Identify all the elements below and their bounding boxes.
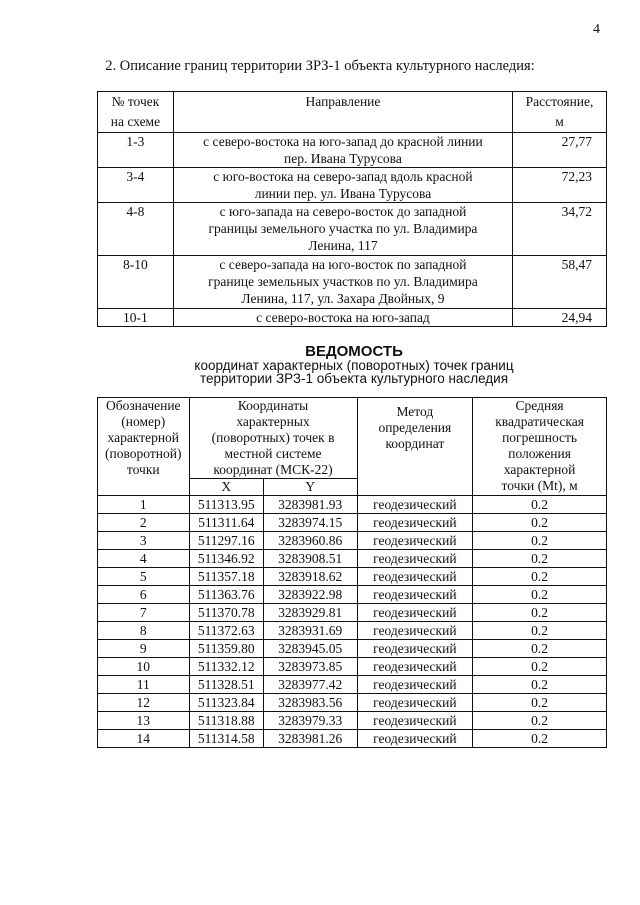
direction-cell — [173, 133, 512, 168]
statement-title: ВЕДОМОСТЬ — [305, 343, 403, 360]
table-row — [98, 496, 607, 514]
statement-subtitle-line1: координат характерных (поворотных) точек границ — [194, 358, 514, 373]
mt-value: 0.2 — [473, 730, 607, 748]
direction-line: с северо-востока на юго-запад до красной линии — [203, 134, 483, 149]
y-value: 3283977.42 — [263, 676, 357, 694]
table-row — [98, 256, 607, 309]
direction-cell — [173, 256, 512, 309]
distance-value: 27,77 — [561, 134, 592, 149]
method-value: геодезический — [357, 496, 473, 514]
page-number: 4 — [593, 22, 600, 37]
direction-line: Ленина, 117 — [308, 238, 378, 253]
table-row — [98, 550, 607, 568]
section-heading: 2. Описание границ территории ЗРЗ-1 объекта культурного наследия: — [105, 58, 535, 74]
x-value: 511297.16 — [189, 532, 263, 550]
y-value: 3283945.05 — [263, 640, 357, 658]
method-value: геодезический — [357, 532, 473, 550]
y-value: 3283973.85 — [263, 658, 357, 676]
y-value: 3283983.56 — [263, 694, 357, 712]
points-cell: 4-8 — [98, 203, 174, 256]
header-distance-line2: м — [555, 114, 564, 129]
mt-value: 0.2 — [473, 658, 607, 676]
method-value: геодезический — [357, 514, 473, 532]
point-number: 11 — [98, 676, 190, 694]
header-method-line: определения — [378, 420, 452, 435]
mt-value: 0.2 — [473, 694, 607, 712]
x-value: 511372.63 — [189, 622, 263, 640]
statement-subtitle-line2: территории ЗРЗ-1 объекта культурного наследия — [199, 371, 509, 386]
points-cell: 10-1 — [98, 309, 174, 327]
header-coordinates-line: местной системе — [224, 446, 322, 461]
method-value: геодезический — [357, 730, 473, 748]
distance-value: 72,23 — [561, 169, 592, 184]
point-number: 10 — [98, 658, 190, 676]
header-coordinates-line: (поворотных) точек в — [211, 430, 335, 445]
method-value: геодезический — [357, 622, 473, 640]
header-error — [473, 398, 607, 496]
y-value: 3283908.51 — [263, 550, 357, 568]
header-coordinates — [189, 398, 357, 479]
distance-cell — [513, 256, 607, 309]
point-number: 1 — [98, 496, 190, 514]
table-row — [98, 203, 607, 256]
method-value: геодезический — [357, 550, 473, 568]
table-row — [98, 640, 607, 658]
direction-line: границы земельного участка по ул. Владимира — [208, 221, 478, 236]
table-row — [98, 133, 607, 168]
header-designation-line: (номер) — [121, 414, 166, 429]
x-value: 511357.18 — [189, 568, 263, 586]
method-value: геодезический — [357, 658, 473, 676]
table-row — [98, 712, 607, 730]
mt-value: 0.2 — [473, 586, 607, 604]
y-value: 3283979.33 — [263, 712, 357, 730]
y-value: 3283929.81 — [263, 604, 357, 622]
x-value: 511311.64 — [189, 514, 263, 532]
mt-value: 0.2 — [473, 568, 607, 586]
direction-line: пер. Ивана Турусова — [284, 151, 402, 166]
coordinates-table — [97, 397, 607, 748]
point-number: 2 — [98, 514, 190, 532]
distance-cell — [513, 133, 607, 168]
mt-value: 0.2 — [473, 514, 607, 532]
direction-cell — [173, 203, 512, 256]
distance-value: 24,94 — [561, 310, 592, 325]
point-number: 5 — [98, 568, 190, 586]
header-points-line2: на схеме — [110, 114, 161, 129]
table-row — [98, 658, 607, 676]
header-error-line: квадратическая — [495, 414, 584, 429]
table-row — [98, 694, 607, 712]
header-designation-line: характерной — [107, 430, 180, 445]
header-coordinates-line: Координаты — [237, 398, 309, 413]
mt-value: 0.2 — [473, 496, 607, 514]
statement-subtitle — [0, 359, 640, 385]
point-number: 9 — [98, 640, 190, 658]
direction-line: линии пер. ул. Ивана Турусова — [254, 186, 432, 201]
header-distance — [513, 92, 607, 133]
point-number: 6 — [98, 586, 190, 604]
boundaries-table — [97, 91, 607, 327]
table-row — [98, 604, 607, 622]
table-row — [98, 568, 607, 586]
points-cell: 8-10 — [98, 256, 174, 309]
header-error-line: точки (Mt), м — [501, 478, 578, 493]
direction-line: с северо-востока на юго-запад — [256, 310, 430, 325]
x-value: 511359.80 — [189, 640, 263, 658]
table-row — [98, 586, 607, 604]
point-number: 7 — [98, 604, 190, 622]
header-method-line: Метод — [396, 404, 434, 419]
point-number: 13 — [98, 712, 190, 730]
distance-cell — [513, 203, 607, 256]
direction-cell — [173, 309, 512, 327]
header-coordinates-line: характерных — [236, 414, 310, 429]
direction-cell — [173, 168, 512, 203]
header-x: X — [189, 479, 263, 496]
table-row — [98, 168, 607, 203]
header-designation-line: (поворотной) — [105, 446, 182, 461]
point-number: 14 — [98, 730, 190, 748]
x-value: 511313.95 — [189, 496, 263, 514]
point-number: 3 — [98, 532, 190, 550]
x-value: 511332.12 — [189, 658, 263, 676]
header-designation — [98, 398, 190, 496]
x-value: 511370.78 — [189, 604, 263, 622]
coordinates-header-row — [98, 398, 607, 479]
x-value: 511318.88 — [189, 712, 263, 730]
header-distance-line1: Расстояние, — [525, 94, 594, 109]
header-method — [357, 398, 473, 496]
y-value: 3283918.62 — [263, 568, 357, 586]
x-value: 511363.76 — [189, 586, 263, 604]
y-value: 3283922.98 — [263, 586, 357, 604]
header-error-line: положения — [508, 446, 571, 461]
method-value: геодезический — [357, 568, 473, 586]
mt-value: 0.2 — [473, 622, 607, 640]
table-row — [98, 730, 607, 748]
distance-value: 34,72 — [561, 204, 592, 219]
header-points-line1: № точек — [111, 94, 160, 109]
table-row — [98, 532, 607, 550]
method-value: геодезический — [357, 676, 473, 694]
direction-line: с юго-востока на северо-запад вдоль красной — [213, 169, 473, 184]
distance-cell — [513, 168, 607, 203]
distance-cell — [513, 309, 607, 327]
header-y: Y — [263, 479, 357, 496]
method-value: геодезический — [357, 586, 473, 604]
header-error-line: погрешность — [502, 430, 578, 445]
mt-value: 0.2 — [473, 676, 607, 694]
point-number: 12 — [98, 694, 190, 712]
header-direction: Направление — [173, 92, 512, 133]
mt-value: 0.2 — [473, 604, 607, 622]
y-value: 3283931.69 — [263, 622, 357, 640]
header-designation-line: точки — [126, 462, 160, 477]
table-row — [98, 622, 607, 640]
points-cell: 3-4 — [98, 168, 174, 203]
mt-value: 0.2 — [473, 532, 607, 550]
mt-value: 0.2 — [473, 550, 607, 568]
y-value: 3283960.86 — [263, 532, 357, 550]
header-error-line: Средняя — [515, 398, 564, 413]
direction-line: с юго-запада на северо-восток до западной — [219, 204, 467, 219]
table-row — [98, 309, 607, 327]
x-value: 511346.92 — [189, 550, 263, 568]
direction-line: с северо-запада на юго-восток по западной — [219, 257, 467, 272]
distance-value: 58,47 — [561, 257, 592, 272]
y-value: 3283981.26 — [263, 730, 357, 748]
header-method-line: координат — [385, 436, 445, 451]
header-designation-line: Обозначение — [105, 398, 181, 413]
method-value: геодезический — [357, 640, 473, 658]
direction-line: границе земельных участков по ул. Владимира — [208, 274, 478, 289]
mt-value: 0.2 — [473, 712, 607, 730]
y-value: 3283974.15 — [263, 514, 357, 532]
x-value: 511314.58 — [189, 730, 263, 748]
method-value: геодезический — [357, 712, 473, 730]
x-value: 511323.84 — [189, 694, 263, 712]
direction-line: Ленина, 117, ул. Захара Двойных, 9 — [241, 291, 445, 306]
header-coordinates-line: координат (МСК-22) — [213, 462, 333, 477]
header-error-line: характерной — [503, 462, 576, 477]
point-number: 4 — [98, 550, 190, 568]
method-value: геодезический — [357, 604, 473, 622]
mt-value: 0.2 — [473, 640, 607, 658]
method-value: геодезический — [357, 694, 473, 712]
point-number: 8 — [98, 622, 190, 640]
boundaries-header-row — [98, 92, 607, 133]
y-value: 3283981.93 — [263, 496, 357, 514]
x-value: 511328.51 — [189, 676, 263, 694]
points-cell: 1-3 — [98, 133, 174, 168]
table-row — [98, 676, 607, 694]
header-points — [98, 92, 174, 133]
table-row — [98, 514, 607, 532]
